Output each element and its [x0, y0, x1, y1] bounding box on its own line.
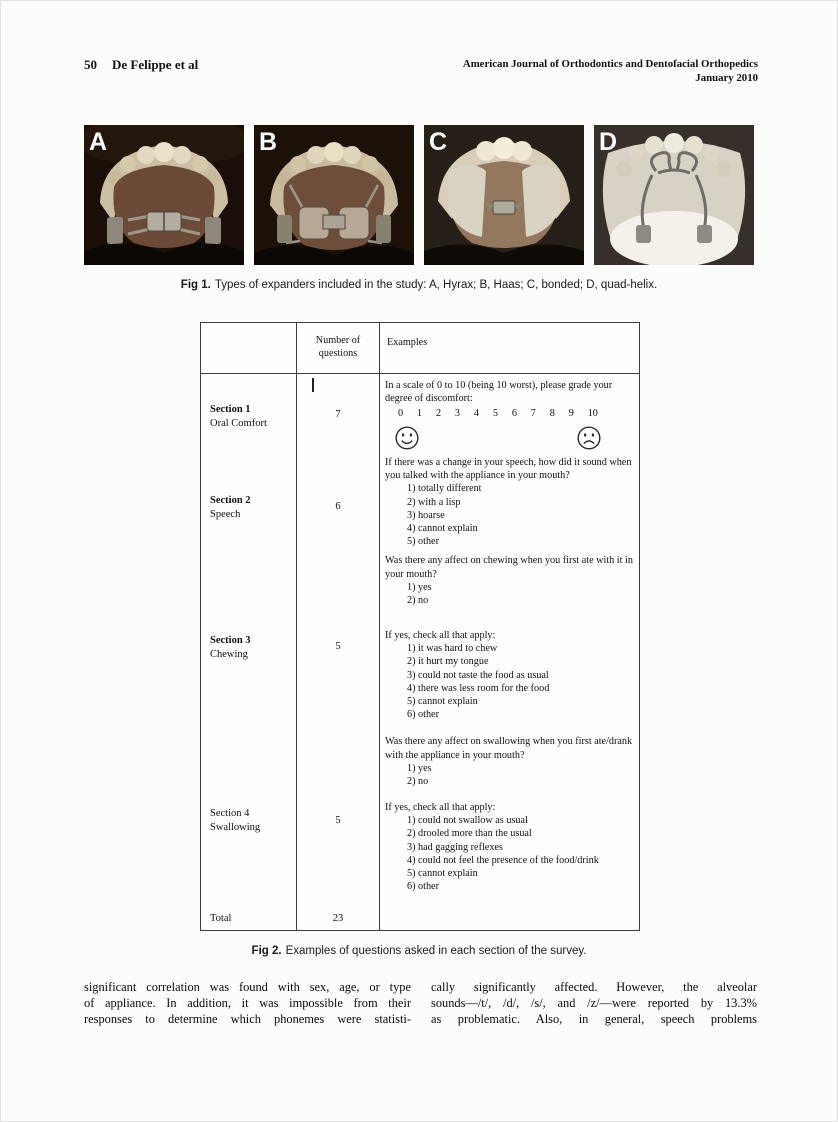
section3-topic: Chewing [210, 648, 248, 660]
option: 1) it was hard to chew [407, 643, 498, 655]
scale-tick: 4 [473, 408, 479, 420]
section2-question2: Was there any affect on chewing when you first ate with it in your mouth? [385, 555, 633, 580]
panel-label-d: D [599, 128, 618, 156]
discomfort-scale [398, 407, 598, 420]
panel-label-b: B [259, 128, 278, 156]
figure1-panel-b [254, 125, 414, 265]
figure2-caption [0, 945, 838, 957]
section4-question1: If yes, check all that apply: [385, 802, 496, 813]
section1-count: 7 [335, 409, 341, 420]
figure1-caption-text: Types of expanders included in the study: A, Hyrax; B, Haas; C, bonded; D, quad-helix. [214, 279, 658, 291]
figure1-panel-d [594, 125, 754, 265]
option: 1) yes [407, 762, 432, 774]
figure2-caption-label: Fig 2. [251, 945, 282, 957]
section2-question1-options [385, 482, 641, 548]
scale-tick: 0 [398, 408, 404, 420]
running-head-left [84, 57, 198, 73]
scale-tick: 9 [568, 408, 574, 420]
page-number: 50 [84, 57, 97, 72]
body-line: sounds—/t/, /d/, /s/, and /z/—were reported by 13.3% [431, 996, 757, 1010]
option: 4) there was less room for the food [407, 682, 550, 694]
body-text-right-column [431, 979, 757, 1027]
body-line: responses to determine which phonemes were statisti- [84, 1012, 411, 1026]
figure1-caption-label: Fig 1. [180, 279, 211, 291]
option: 4) cannot explain [407, 523, 478, 535]
section4-name: Section 4 [210, 808, 250, 819]
option: 2) drooled more than the usual [407, 828, 532, 840]
section3-examples [385, 629, 641, 788]
option: 1) totally different [407, 483, 482, 495]
figure1-panel-a [84, 125, 244, 265]
survey-table [200, 322, 640, 931]
scale-tick: 7 [530, 408, 536, 420]
scale-tick: 10 [587, 408, 598, 420]
sad-face-icon [576, 425, 602, 451]
total-label: Total [210, 913, 232, 924]
authors: De Felippe et al [112, 57, 199, 72]
section3-question1-options [385, 642, 641, 721]
figure2-caption-text: Examples of questions asked in each section of the survey. [285, 945, 587, 957]
option: 2) no [407, 776, 429, 788]
section2-question2-options [385, 581, 641, 607]
haas-expander-photo [254, 125, 414, 265]
section3-question2: Was there any affect on swallowing when you first ate/drank with the appliance in your mouth? [385, 736, 633, 761]
scale-tick: 5 [492, 408, 498, 420]
option: 4) could not feel the presence of the food/drink [407, 854, 599, 866]
section4-count: 5 [335, 815, 341, 826]
option: 2) no [407, 595, 429, 607]
section3-question1: If yes, check all that apply: [385, 630, 496, 641]
scale-tick: 8 [549, 408, 555, 420]
section2-topic: Speech [210, 508, 241, 520]
section2-label [210, 494, 295, 521]
table-header-divider [201, 373, 639, 374]
section1-examples [385, 379, 641, 451]
body-line: significant correlation was found with sex, age, or type [84, 980, 411, 994]
hyrax-expander-photo [84, 125, 244, 265]
section4-label [210, 807, 295, 834]
section4-topic: Swallowing [210, 821, 261, 833]
cursor-artifact [312, 378, 314, 392]
section3-question2-options [385, 762, 641, 788]
section2-count: 6 [335, 501, 341, 512]
option: 3) could not taste the food as usual [407, 669, 549, 681]
option: 2) it hurt my tongue [407, 656, 489, 668]
panel-label-a: A [89, 128, 108, 156]
body-line: as problematic. Also, in general, speech problems [431, 1012, 757, 1026]
section4-question1-options [385, 814, 641, 893]
option: 1) yes [407, 581, 432, 593]
section4-examples [385, 801, 641, 893]
body-text-left-column [84, 979, 411, 1027]
figure1-caption [0, 279, 838, 291]
section2-name: Section 2 [210, 495, 251, 506]
bonded-expander-photo [424, 125, 584, 265]
section3-label [210, 634, 295, 661]
option: 5) cannot explain [407, 696, 478, 708]
section3-name: Section 3 [210, 635, 251, 646]
faces-row [394, 425, 602, 451]
section2-question1: If there was a change in your speech, how did it sound when you talked with the appliance in your mouth? [385, 457, 632, 482]
section1-topic: Oral Comfort [210, 417, 267, 429]
option: 1) could not swallow as usual [407, 815, 528, 827]
option: 6) other [407, 709, 439, 721]
quad-helix-photo [594, 125, 754, 265]
option: 3) hoarse [407, 509, 445, 521]
happy-face-icon [394, 425, 420, 451]
section2-examples [385, 456, 641, 607]
option: 6) other [407, 881, 439, 893]
section1-question: In a scale of 0 to 10 (being 10 worst), please grade your degree of discomfort: [385, 380, 613, 405]
section1-label [210, 403, 295, 430]
scale-tick: 1 [416, 408, 423, 420]
total-count: 23 [332, 913, 344, 924]
scale-tick: 3 [454, 408, 460, 420]
section1-name: Section 1 [210, 404, 251, 415]
table-column-divider-2 [379, 323, 380, 930]
option: 3) had gagging reflexes [407, 841, 503, 853]
column-header-questions: Number of questions [315, 335, 361, 360]
scale-tick: 6 [511, 408, 517, 420]
figure1-panel-c [424, 125, 584, 265]
column-header-examples: Examples [387, 337, 428, 348]
running-head-right [463, 57, 758, 85]
body-line: cally significantly affected. However, the alveolar [431, 980, 757, 994]
section3-count: 5 [335, 641, 341, 652]
figure1-panels [84, 125, 754, 265]
journal-title: American Journal of Orthodontics and Dentofacial Orthopedics [462, 58, 758, 70]
issue-date: January 2010 [695, 72, 758, 84]
option: 5) cannot explain [407, 868, 478, 880]
panel-label-c: C [429, 128, 448, 156]
scale-tick: 2 [435, 408, 442, 420]
option: 2) with a lisp [407, 496, 461, 508]
option: 5) other [407, 536, 439, 548]
body-line: of appliance. In addition, it was impossible from their [84, 996, 411, 1010]
